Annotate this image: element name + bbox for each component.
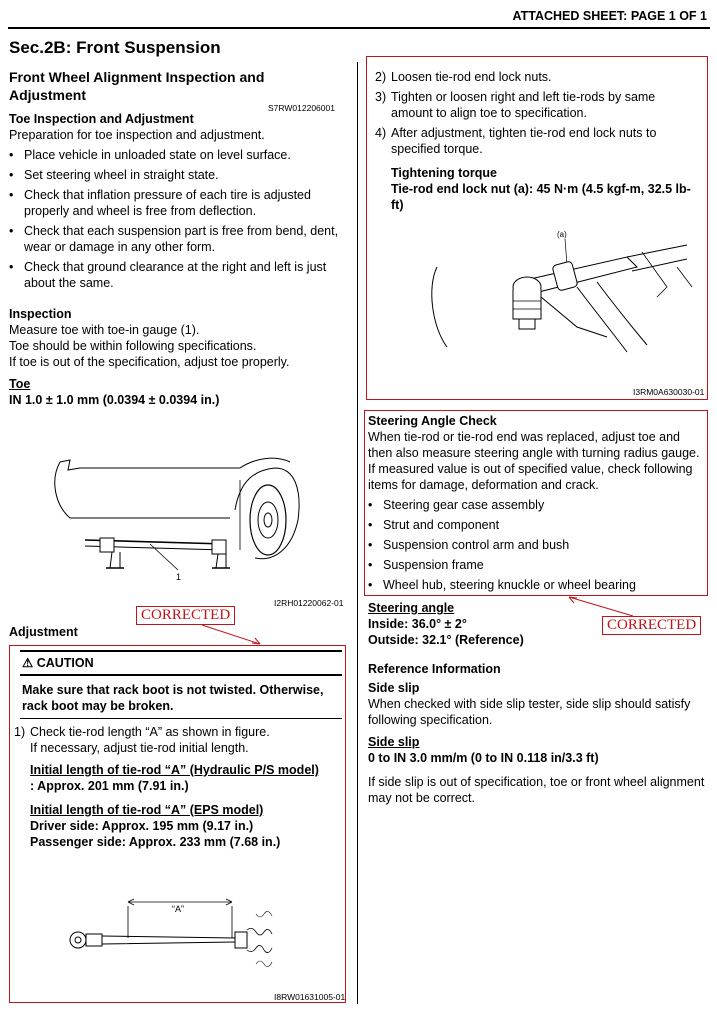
- list-item: • Place vehicle in unloaded state on level surface.: [9, 147, 344, 163]
- adjustment-box: [9, 645, 346, 1003]
- inspection-text-1: Measure toe with toe-in gauge (1).: [9, 323, 200, 337]
- step-text: Loosen tie-rod end lock nuts.: [391, 70, 552, 84]
- list-item: • Check that inflation pressure of each tire is adjusted properly and wheel is free from deflection.: [9, 187, 344, 219]
- torque-value: Tie-rod end lock nut (a): 45 N·m (4.5 kgf-m, 32.5 lb-ft): [391, 182, 691, 212]
- attached-sheet-label: ATTACHED SHEET: PAGE 1 OF 1: [512, 9, 707, 23]
- sac-heading: Steering Angle Check: [368, 414, 497, 428]
- hydraulic-spec-value: : Approx. 201 mm (7.91 in.): [30, 779, 189, 793]
- tie-rod-length-figure: [60, 894, 290, 974]
- steering-angle-spec: [368, 600, 598, 648]
- header-rule: [8, 27, 710, 29]
- toe-heading: Toe Inspection and Adjustment: [9, 112, 194, 126]
- eps-passenger-value: Passenger side: Approx. 233 mm (7.68 in.): [30, 835, 281, 849]
- toe-gauge-figure: [40, 440, 310, 590]
- adjustment-heading: Adjustment: [9, 625, 78, 639]
- eps-driver-value: Driver side: Approx. 195 mm (9.17 in.): [30, 819, 254, 833]
- column-divider: [357, 62, 358, 1004]
- dimension-label-A: “A”: [172, 904, 184, 914]
- side-slip-text: When checked with side slip tester, side slip should satisfy following specification.: [368, 697, 691, 727]
- step-number: 3): [375, 90, 387, 104]
- caution-block: [20, 650, 342, 719]
- caution-text: Make sure that rack boot is not twisted. Otherwise, rack boot may be broken.: [20, 676, 342, 719]
- list-item: • Set steering wheel in straight state.: [9, 167, 344, 183]
- step-number: 4): [375, 126, 387, 140]
- list-item: • Strut and component: [368, 517, 703, 533]
- section-title: Sec.2B: Front Suspension: [9, 38, 221, 57]
- list-item: • Check that ground clearance at the right and left is just about the same.: [9, 259, 344, 291]
- lock-nut-figure: [427, 227, 697, 357]
- step-text: Tighten or loosen right and left tie-rods by same amount to align toe to specification.: [391, 90, 656, 120]
- toe-section: [9, 111, 344, 295]
- inspection-text-3: If toe is out of the specification, adjust toe properly.: [9, 355, 290, 369]
- hydraulic-spec-title: Initial length of tie-rod “A” (Hydraulic P/S model): [30, 763, 319, 777]
- step-number: 1): [14, 725, 26, 739]
- caution-header: [20, 650, 342, 676]
- step1-block: [14, 724, 339, 854]
- procedure-title-line2: Adjustment: [9, 87, 86, 103]
- prep-list: [9, 147, 344, 291]
- side-slip-value: 0 to IN 3.0 mm/m (0 to IN 0.118 in/3.3 ft): [368, 751, 599, 765]
- prep-text: Preparation for toe inspection and adjustment.: [9, 128, 265, 142]
- torque-heading: Tightening torque: [391, 166, 498, 180]
- steering-angle-check: [368, 413, 703, 597]
- figure-callout-1: 1: [176, 572, 182, 582]
- step-text: After adjustment, tighten tie-rod end lock nuts to specified torque.: [391, 126, 657, 156]
- list-item: • Wheel hub, steering knuckle or wheel bearing: [368, 577, 703, 593]
- procedure-code: S7RW012206001: [268, 103, 335, 113]
- steering-angle-check-box: [364, 410, 708, 596]
- toe-spec-value: IN 1.0 ± 1.0 mm (0.0394 ± 0.0394 in.): [9, 393, 220, 407]
- figure2-code: I8RW01631005-01: [274, 992, 346, 1002]
- steering-angle-inside: Inside: 36.0° ± 2°: [368, 617, 467, 631]
- step1-text-b: If necessary, adjust tie-rod initial length.: [30, 741, 249, 755]
- side-slip-label: Side slip: [368, 735, 420, 749]
- inspection-section: [9, 306, 344, 408]
- figure-callout-a: (a): [557, 230, 567, 239]
- step1-text-a: Check tie-rod length “A” as shown in figure.: [30, 725, 270, 739]
- steps-box: [366, 56, 708, 400]
- caution-title: CAUTION: [36, 656, 94, 670]
- toe-spec-label: Toe: [9, 377, 31, 391]
- corrected-stamp-left: CORRECTED: [136, 606, 235, 625]
- steering-angle-outside: Outside: 32.1° (Reference): [368, 633, 524, 647]
- eps-spec-title: Initial length of tie-rod “A” (EPS model): [30, 803, 264, 817]
- steering-angle-label: Steering angle: [368, 601, 455, 615]
- step-number: 2): [375, 70, 387, 84]
- inspection-heading: Inspection: [9, 307, 72, 321]
- list-item: • Suspension frame: [368, 557, 703, 573]
- figure1-code: I2RH01220062-01: [274, 598, 344, 608]
- figure3-code: I3RM0A630030-01: [633, 387, 705, 397]
- sac-text: When tie-rod or tie-rod end was replaced, adjust toe and then also measure steering angle with turning radius gauge. If measured value is out of specified value, check following items for damage, deformation and crack.: [368, 430, 700, 492]
- inspection-text-2: Toe should be within following specifications.: [9, 339, 257, 353]
- list-item: • Check that each suspension part is free from bend, dent, wear or damage in any other form.: [9, 223, 344, 255]
- warning-icon: ⚠: [22, 656, 34, 670]
- steps-list: [375, 69, 700, 161]
- procedure-title-line1: Front Wheel Alignment Inspection and: [9, 69, 265, 85]
- sac-list: [368, 497, 703, 593]
- reference-section: [368, 661, 706, 806]
- side-slip-heading: Side slip: [368, 681, 420, 695]
- torque-block: [391, 165, 701, 213]
- reference-heading: Reference Information: [368, 662, 501, 676]
- list-item: • Suspension control arm and bush: [368, 537, 703, 553]
- corrected-stamp-right: CORRECTED: [602, 616, 701, 635]
- list-item: • Steering gear case assembly: [368, 497, 703, 513]
- side-slip-note: If side slip is out of specification, toe or front wheel alignment may not be correct.: [368, 775, 705, 805]
